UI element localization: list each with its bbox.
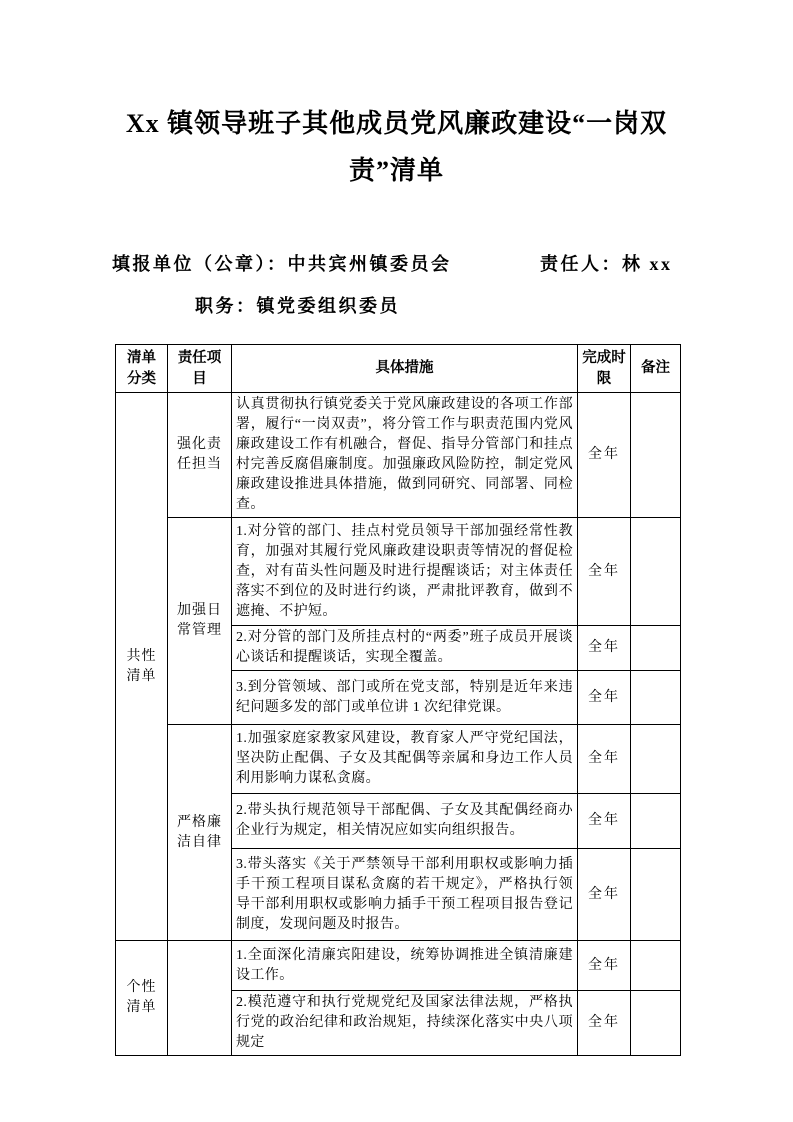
category-cell-common: 共性清单 [116, 393, 168, 941]
project-cell-self-discipline: 严格廉洁自律 [168, 725, 232, 941]
remark-cell [631, 671, 681, 725]
table-row [116, 941, 681, 991]
measure-cell: 3.到分管领域、部门或所在党支部，特别是近年来违纪问题多发的部门或单位讲 1 次纪律党课。 [232, 671, 578, 725]
table-row [116, 393, 681, 518]
measure-cell: 3.带头落实《关于严禁领导干部利用职权或影响力插手干预工程项目谋私贪腐的若干规定》，严格执行领导干部利用职权或影响力插手干预工程项目报告登记制度，发现问题及时报告。 [232, 849, 578, 941]
remark-cell [631, 794, 681, 849]
filing-info-line [112, 252, 688, 276]
deadline-cell: 全年 [578, 626, 631, 671]
deadline-cell: 全年 [578, 794, 631, 849]
header-remarks: 备注 [631, 345, 681, 393]
project-cell-empty [168, 941, 232, 1056]
measure-cell: 1.全面深化清廉宾阳建设，统筹协调推进全镇清廉建设工作。 [232, 941, 578, 991]
header-project: 责任项目 [168, 345, 232, 393]
deadline-cell: 全年 [578, 991, 631, 1056]
remark-cell [631, 626, 681, 671]
measure-cell: 1.对分管的部门、挂点村党员领导干部加强经常性教育，加强对其履行党风廉政建设职责等情况的督促检查，对有苗头性问题及时进行提醒谈话；对主体责任落实不到位的及时进行约谈，严肃批评教育，做到不遮掩、不护短。 [232, 518, 578, 626]
measure-cell: 1.加强家庭家教家风建设，教育家人严守党纪国法，坚决防止配偶、子女及其配偶等亲属和身边工作人员利用影响力谋私贪腐。 [232, 725, 578, 794]
measure-cell: 2.模范遵守和执行党规党纪及国家法律法规，严格执行党的政治纪律和政治规矩，持续深化落实中央八项规定 [232, 991, 578, 1056]
measure-cell: 认真贯彻执行镇党委关于党风廉政建设的各项工作部署，履行“一岗双责”，将分管工作与职责范围内党风廉政建设工作有机融合，督促、指导分管部门和挂点村完善反腐倡廉制度。加强廉政风险防控，制定党风廉政建设推进具体措施，做到同研究、同部署、同检查。 [232, 393, 578, 518]
remark-cell [631, 725, 681, 794]
remark-cell [631, 849, 681, 941]
header-category: 清单分类 [116, 345, 168, 393]
category-cell-individual: 个性清单 [116, 941, 168, 1056]
duty-list-table [115, 344, 681, 1056]
remark-cell [631, 393, 681, 518]
filing-unit-text: 填报单位（公章）：中共宾州镇委员会 [112, 254, 452, 274]
table-row [116, 518, 681, 626]
remark-cell [631, 941, 681, 991]
table-header-row [116, 345, 681, 393]
deadline-cell: 全年 [578, 941, 631, 991]
deadline-cell: 全年 [578, 725, 631, 794]
project-cell-daily-management: 加强日常管理 [168, 518, 232, 725]
deadline-cell: 全年 [578, 518, 631, 626]
deadline-cell: 全年 [578, 849, 631, 941]
table-row [116, 725, 681, 794]
position-text: 职务：镇党委组织委员 [195, 296, 400, 316]
responsible-person-text: 责任人：林 xx [540, 254, 673, 274]
measure-cell: 2.带头执行规范领导干部配偶、子女及其配偶经商办企业行为规定，相关情况应如实向组织报告。 [232, 794, 578, 849]
deadline-cell: 全年 [578, 671, 631, 725]
deadline-cell: 全年 [578, 393, 631, 518]
document-title: Xx 镇领导班子其他成员党风廉政建设“一岗双责”清单 [125, 109, 668, 185]
project-cell-responsibility: 强化责任担当 [168, 393, 232, 518]
measure-cell: 2.对分管的部门及所挂点村的“两委”班子成员开展谈心谈话和提醒谈话，实现全覆盖。 [232, 626, 578, 671]
header-measures: 具体措施 [232, 345, 578, 393]
remark-cell [631, 991, 681, 1056]
header-deadline: 完成时限 [578, 345, 631, 393]
remark-cell [631, 518, 681, 626]
